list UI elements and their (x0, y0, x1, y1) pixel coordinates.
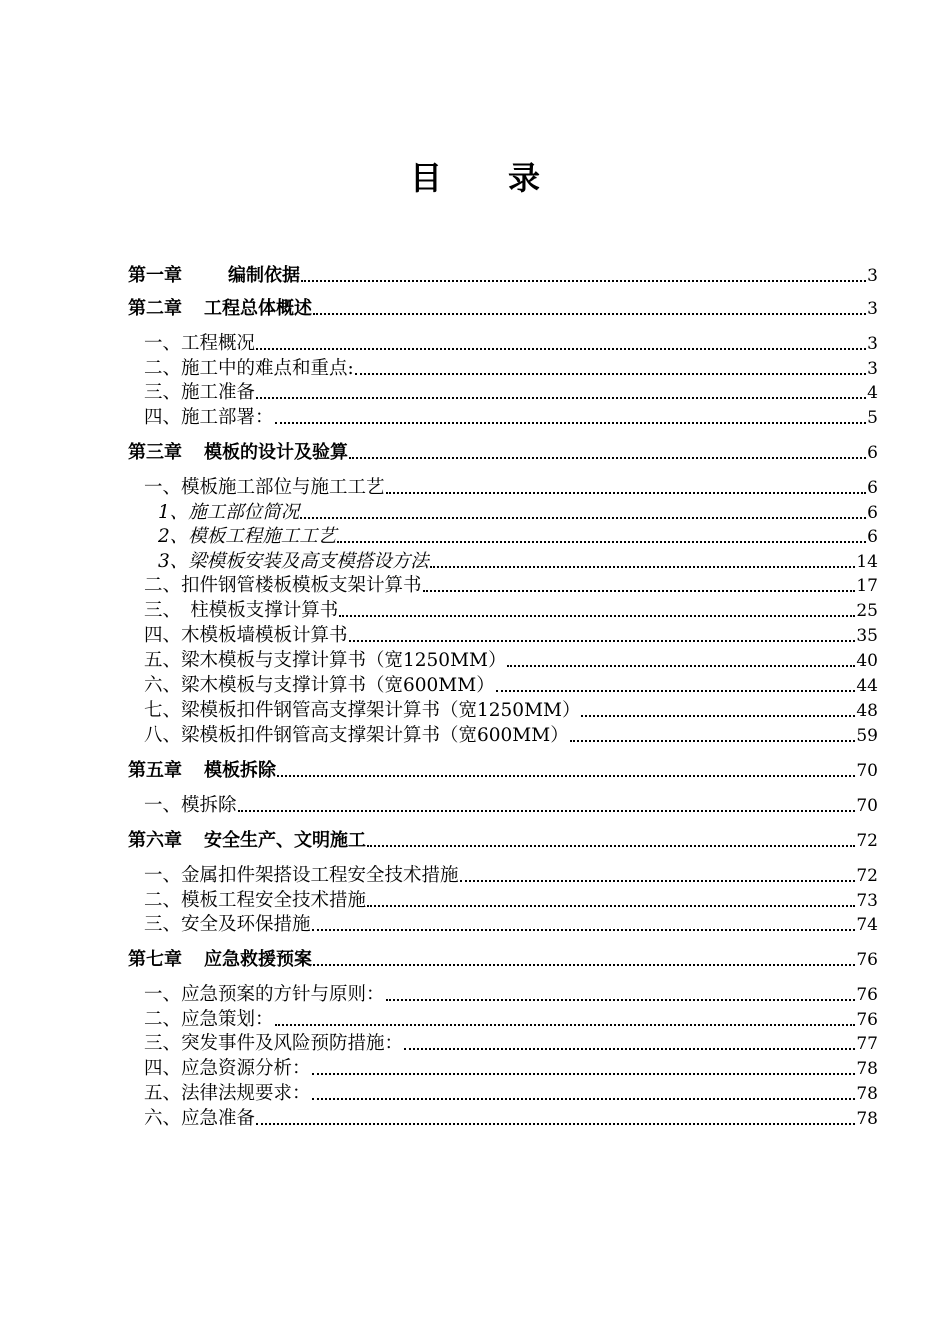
toc-entry-label (144, 700, 580, 722)
toc-dot-leader (256, 397, 866, 399)
toc-page-number: 6 (867, 443, 878, 463)
toc-page-number: 70 (856, 761, 878, 781)
toc-dot-leader (349, 457, 866, 459)
toc-dot-leader (313, 964, 855, 966)
toc-dot-leader (300, 517, 866, 519)
toc-entry-label (128, 265, 300, 287)
toc-entry-label (144, 914, 311, 936)
toc-chapter-number: 第二章 (128, 298, 182, 319)
toc-dot-leader (507, 665, 855, 667)
toc-page-number: 14 (856, 552, 878, 572)
toc-entry-text: 1、施工部位简况 (158, 502, 300, 523)
toc-entry-label (144, 1033, 403, 1055)
toc-section-entry[interactable] (128, 1081, 878, 1105)
toc-chapter-entry[interactable] (128, 263, 878, 287)
toc-entry-text: 编制依据 (228, 265, 300, 286)
toc-page-number: 59 (856, 726, 878, 746)
toc-entry-text: 八、梁模板扣件钢管高支撑架计算书（宽600MM） (144, 725, 569, 746)
toc-section-entry[interactable] (128, 863, 878, 887)
toc-section-entry[interactable] (128, 623, 878, 647)
toc-dot-leader (404, 1048, 855, 1050)
toc-page-number: 78 (856, 1084, 878, 1104)
toc-section-entry[interactable] (128, 1106, 878, 1130)
toc-page-number: 3 (867, 334, 878, 354)
toc-dot-leader (312, 1098, 856, 1100)
toc-entry-label (144, 1083, 311, 1105)
toc-entry-text: 四、施工部署： (144, 407, 274, 428)
toc-entry-label (144, 358, 354, 380)
toc-entry-label (128, 760, 276, 782)
toc-entry-label (144, 1108, 255, 1130)
toc-entry-text: 安全生产、文明施工 (204, 830, 366, 851)
toc-dot-leader (581, 715, 855, 717)
toc-entry-label (158, 502, 299, 524)
toc-chapter-number: 第三章 (128, 442, 182, 463)
toc-page-number: 78 (856, 1059, 878, 1079)
toc-page-number: 35 (856, 626, 878, 646)
toc-entry-text: 工程总体概述 (204, 298, 312, 319)
toc-section-entry[interactable] (128, 673, 878, 697)
toc-entry-label (144, 575, 422, 597)
toc-section-entry[interactable] (128, 1031, 878, 1055)
toc-chapter-number: 第六章 (128, 830, 182, 851)
toc-dot-leader (367, 905, 855, 907)
toc-section-entry[interactable] (128, 331, 878, 355)
toc-chapter-entry[interactable] (128, 758, 878, 782)
toc-dot-leader (386, 999, 856, 1001)
toc-page-number: 3 (867, 359, 878, 379)
toc-entry-label (144, 725, 569, 747)
toc-page-number: 72 (856, 831, 878, 851)
toc-dot-leader (570, 740, 856, 742)
toc-page-number: 72 (856, 866, 878, 886)
toc-entry-label (144, 890, 366, 912)
toc-entry-text: 一、模板施工部位与施工工艺 (144, 477, 385, 498)
toc-dot-leader (367, 845, 855, 847)
page-title (0, 158, 950, 198)
toc-chapter-entry[interactable] (128, 296, 878, 320)
toc-section-entry[interactable] (128, 912, 878, 936)
toc-section-entry[interactable] (128, 405, 878, 429)
toc-dot-leader (312, 1073, 856, 1075)
toc-section-entry[interactable] (128, 888, 878, 912)
toc-dot-leader (275, 422, 867, 424)
toc-chapter-number: 第五章 (128, 760, 182, 781)
toc-chapter-number: 第七章 (128, 949, 182, 970)
toc-entry-label (144, 1058, 311, 1080)
toc-section-entry[interactable] (128, 598, 878, 622)
toc-entry-text: 四、木模板墙模板计算书 (144, 625, 348, 646)
toc-section-entry[interactable] (128, 573, 878, 597)
toc-section-entry[interactable] (128, 698, 878, 722)
toc-page-number: 76 (856, 950, 878, 970)
toc-dot-leader (355, 373, 866, 375)
toc-entry-text: 六、梁木模板与支撑计算书（宽600MM） (144, 675, 495, 696)
toc-entry-text: 应急救援预案 (204, 949, 312, 970)
toc-entry-label (144, 650, 506, 672)
toc-page-number: 76 (856, 985, 878, 1005)
toc-page-number: 6 (867, 478, 878, 498)
toc-dot-leader (313, 313, 866, 315)
toc-entry-label (144, 625, 348, 647)
title-char-1: 目 (409, 159, 442, 197)
toc-entry-text: 六、应急准备 (144, 1108, 256, 1129)
toc-entry-label (144, 600, 338, 622)
toc-entry-text: 七、梁模板扣件钢管高支撑架计算书（宽1250MM） (144, 700, 581, 721)
toc-entry-label (144, 477, 385, 499)
toc-dot-leader (460, 880, 856, 882)
toc-dot-leader (349, 640, 856, 642)
toc-entry-label (144, 984, 385, 1006)
toc-dot-leader (339, 615, 855, 617)
toc-dot-leader (423, 590, 856, 592)
toc-dot-leader (386, 492, 867, 494)
toc-page-number: 25 (856, 601, 878, 621)
toc-entry-text: 2、模板工程施工工艺 (158, 526, 337, 547)
toc-chapter-number: 第一章 (128, 265, 182, 286)
toc-page-number: 70 (856, 796, 878, 816)
toc-chapter-entry[interactable] (128, 947, 878, 971)
toc-entry-label (144, 333, 255, 355)
toc-entry-text: 三、安全及环保措施 (144, 914, 311, 935)
toc-page-number: 3 (867, 299, 878, 319)
toc-entry-label (128, 949, 312, 971)
toc-entry-text: 三、 柱模板支撑计算书 (144, 600, 339, 621)
toc-entry-label (144, 1009, 274, 1031)
toc-page-number: 17 (856, 576, 878, 596)
toc-chapter-entry[interactable] (128, 440, 878, 464)
toc-entry-label (128, 442, 348, 464)
toc-entry-text: 一、应急预案的方针与原则： (144, 984, 385, 1005)
toc-entry-text: 二、施工中的难点和重点: (144, 358, 354, 379)
toc-section-entry[interactable] (128, 380, 878, 404)
toc-entry-label (144, 382, 255, 404)
toc-section-entry[interactable] (128, 1007, 878, 1031)
toc-entry-text: 三、突发事件及风险预防措施： (144, 1033, 404, 1054)
toc-dot-leader (275, 1024, 856, 1026)
toc-section-entry[interactable] (128, 723, 878, 747)
toc-page-number: 5 (867, 408, 878, 428)
toc-entry-label (144, 865, 459, 887)
toc-entry-text: 一、模拆除 (144, 795, 237, 816)
toc-entry-text: 二、模板工程安全技术措施 (144, 890, 367, 911)
toc-dot-leader (238, 810, 856, 812)
toc-entry-text: 模板拆除 (204, 760, 276, 781)
toc-page-number: 6 (867, 503, 878, 523)
toc-page-number: 78 (856, 1109, 878, 1129)
toc-entry-text: 四、应急资源分析： (144, 1058, 311, 1079)
toc-page-number: 76 (856, 1010, 878, 1030)
title-char-2: 录 (508, 159, 541, 197)
toc-chapter-entry[interactable] (128, 828, 878, 852)
toc-page-number: 4 (867, 383, 878, 403)
toc-page-number: 48 (856, 701, 878, 721)
toc-section-entry[interactable] (128, 648, 878, 672)
toc-dot-leader (256, 1123, 855, 1125)
toc-page-number: 73 (856, 891, 878, 911)
toc-page-number: 6 (867, 527, 878, 547)
toc-entry-label (158, 526, 336, 548)
toc-entry-text: 二、扣件钢管楼板模板支架计算书 (144, 575, 422, 596)
toc-subsection-entry[interactable] (128, 549, 878, 573)
toc-dot-leader (312, 929, 856, 931)
toc-section-entry[interactable] (128, 475, 878, 499)
toc-dot-leader (256, 348, 866, 350)
toc-entry-text: 3、梁模板安装及高支模搭设方法 (158, 551, 429, 572)
toc-entry-text: 五、法律法规要求： (144, 1083, 311, 1104)
toc-entry-label (144, 407, 274, 429)
toc-entry-label (144, 675, 495, 697)
toc-dot-leader (277, 775, 855, 777)
toc-page-number: 40 (856, 651, 878, 671)
toc-subsection-entry[interactable] (128, 500, 878, 524)
toc-dot-leader (337, 541, 866, 543)
toc-page-number: 3 (867, 266, 878, 286)
toc-section-entry[interactable] (128, 793, 878, 817)
toc-entry-text: 五、梁木模板与支撑计算书（宽1250MM） (144, 650, 507, 671)
toc-entry-text: 模板的设计及验算 (204, 442, 348, 463)
toc-subsection-entry[interactable] (128, 524, 878, 548)
toc-entry-label (128, 830, 366, 852)
toc-section-entry[interactable] (128, 1056, 878, 1080)
toc-entry-text: 一、工程概况 (144, 333, 256, 354)
toc-entry-label (158, 551, 429, 573)
toc-page-number: 77 (856, 1034, 878, 1054)
toc-section-entry[interactable] (128, 982, 878, 1006)
toc-dot-leader (496, 690, 856, 692)
toc-page-number: 74 (856, 915, 878, 935)
toc-entry-text: 三、施工准备 (144, 382, 256, 403)
toc-dot-leader (301, 280, 866, 282)
toc-page-number: 44 (856, 676, 878, 696)
toc-entry-text: 二、应急策划： (144, 1009, 274, 1030)
toc-entry-text: 一、金属扣件架搭设工程安全技术措施 (144, 865, 459, 886)
toc-entry-label (128, 298, 312, 320)
toc-dot-leader (430, 566, 856, 568)
toc-entry-label (144, 795, 237, 817)
toc-section-entry[interactable] (128, 356, 878, 380)
